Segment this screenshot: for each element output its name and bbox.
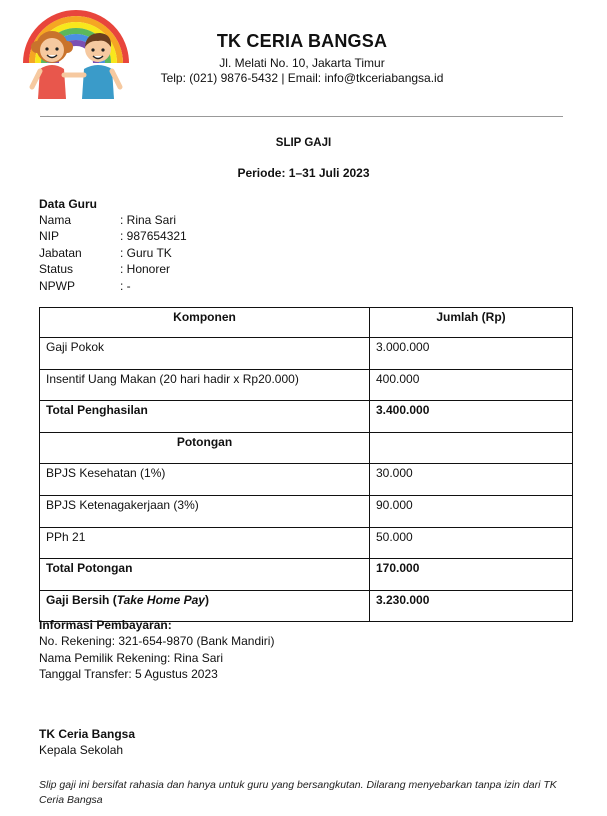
account-holder: Nama Pemilik Rekening: Rina Sari [39, 650, 224, 665]
row-amount: 170.000 [370, 559, 573, 591]
field-label: Nama [39, 213, 72, 227]
row-component: Gaji Pokok [40, 338, 370, 370]
row-amount: 30.000 [370, 464, 573, 496]
table-row [40, 495, 573, 527]
teacher-field-nip [39, 228, 339, 244]
salary-table [39, 307, 573, 622]
teacher-data-section [39, 196, 339, 294]
confidential-footnote: Slip gaji ini bersifat rahasia dan hanya untuk guru yang bersangkutan. Dilarang menyebarkan tanpa izin dari TK Ceria Bangsa [39, 779, 557, 806]
teacher-field-position [39, 245, 339, 261]
row-component: PPh 21 [40, 527, 370, 559]
payment-info-section [39, 617, 539, 683]
row-amount: 400.000 [370, 369, 573, 401]
deductions-subheader-row [40, 432, 573, 464]
field-label: NIP [39, 229, 60, 244]
field-value: : Honorer [120, 262, 171, 277]
school-address: Jl. Melati No. 10, Jakarta Timur [219, 56, 385, 70]
school-contact: Telp: (021) 9876-5432 | Email: info@tkceriabangsa.id [160, 71, 444, 85]
teacher-field-name [39, 212, 339, 228]
teacher-data-heading: Data Guru [39, 197, 98, 211]
document-title: SLIP GAJI [275, 137, 332, 149]
row-amount: 50.000 [370, 527, 573, 559]
teacher-field-npwp [39, 278, 339, 294]
field-value: : - [120, 278, 131, 293]
table-row [40, 464, 573, 496]
net-label-prefix: Gaji Bersih ( [46, 592, 117, 607]
row-component: Insentif Uang Makan (20 hari hadir x Rp20.000) [40, 369, 370, 401]
row-amount: 3.230.000 [370, 590, 573, 622]
field-label: Status [39, 262, 74, 277]
field-value: : Guru TK [120, 245, 172, 260]
signature-org: TK Ceria Bangsa [39, 727, 136, 741]
field-value: : 987654321 [120, 229, 187, 244]
row-amount: 3.000.000 [370, 338, 573, 370]
row-amount [370, 432, 573, 464]
net-label-italic: Take Home Pay [116, 592, 205, 607]
signature-block [39, 726, 135, 759]
net-label-suffix: ) [204, 592, 209, 607]
row-component: BPJS Kesehatan (1%) [40, 464, 370, 496]
field-label: Jabatan [39, 245, 82, 260]
payment-info-heading: Informasi Pembayaran: [39, 618, 172, 632]
table-row [40, 338, 573, 370]
signature-role: Kepala Sekolah [39, 743, 124, 757]
field-label: NPWP [39, 278, 75, 293]
total-deductions-row [40, 559, 573, 591]
column-header-component: Komponen [40, 308, 370, 338]
row-component: Potongan [40, 432, 370, 464]
row-component: BPJS Ketenagakerjaan (3%) [40, 495, 370, 527]
header-divider [40, 116, 563, 117]
pay-period: Periode: 1–31 Juli 2023 [237, 166, 370, 180]
teacher-field-status [39, 261, 339, 277]
row-amount: 90.000 [370, 495, 573, 527]
letterhead [132, 31, 472, 85]
field-value: : Rina Sari [120, 213, 177, 227]
row-component: Total Potongan [40, 559, 370, 591]
table-row [40, 527, 573, 559]
table-header-row [40, 308, 573, 338]
table-row [40, 369, 573, 401]
row-amount: 3.400.000 [370, 401, 573, 433]
transfer-date: Tanggal Transfer: 5 Agustus 2023 [39, 667, 218, 681]
account-number: No. Rekening: 321-654-9870 (Bank Mandiri) [39, 634, 275, 648]
column-header-amount: Jumlah (Rp) [370, 308, 573, 338]
school-name: TK CERIA BANGSA [216, 31, 388, 51]
total-income-row [40, 401, 573, 433]
school-logo-illustration [20, 3, 132, 101]
row-component: Total Penghasilan [40, 401, 370, 433]
